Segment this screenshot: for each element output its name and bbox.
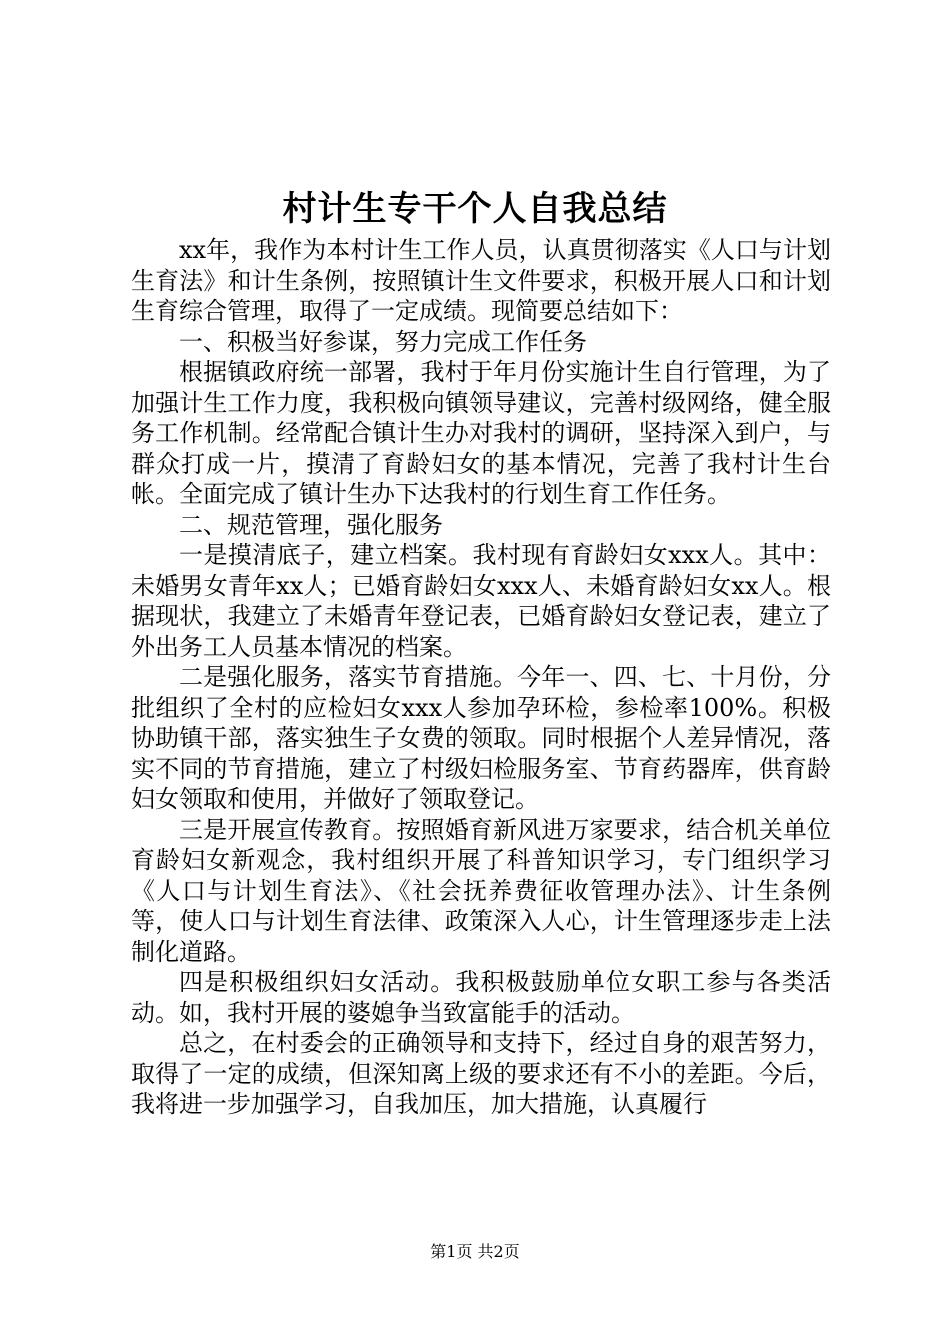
paragraph-point-4: 四是积极组织妇女活动。我积极鼓励单位女职工参与各类活动。如，我村开展的婆媳争当致富能手的活动。 <box>131 968 831 1027</box>
page-number-footer: 第1页 共2页 <box>430 1242 520 1261</box>
document-title: 村计生专干个人自我总结 <box>282 189 668 229</box>
paragraph-conclusion: 总之，在村委会的正确领导和支持下，经过自身的艰苦努力，取得了一定的成绩，但深知离上级的要求还有不小的差距。今后，我将进一步加强学习，自我加压，加大措施，认真履行 <box>131 1029 831 1118</box>
paragraph-section-1: 根据镇政府统一部署，我村于年月份实施计生自行管理，为了加强计生工作力度，我积极向镇领导建议，完善村级网络，健全服务工作机制。经常配合镇计生办对我村的调研，坚持深入到户，与群众打成一片，摸清了育龄妇女的基本情况，完善了我村计生台帐。全面完成了镇计生办下达我村的行划生育工作任务。 <box>131 358 831 508</box>
section-heading-1: 一、积极当好参谋，努力完成工作任务 <box>179 327 587 356</box>
paragraph-point-2: 二是强化服务，落实节育措施。今年一、四、七、十月份，分批组织了全村的应检妇女xxx人参加孕环检，参检率100%。积极协助镇干部，落实独生子女费的领取。同时根据个人差异情况，落实不同的节育措施，建立了村级妇检服务室、节育药器库，供育龄妇女领取和使用，并做好了领取登记。 <box>131 663 831 813</box>
document-body <box>131 235 831 1120</box>
paragraph-point-3: 三是开展宣传教育。按照婚育新风进万家要求，结合机关单位育龄妇女新观念，我村组织开展了科普知识学习，专门组织学习《人口与计划生育法》、《社会抚养费征收管理办法》、计生条例等，使人口与计划生育法律、政策深入人心，计生管理逐步走上法制化道路。 <box>131 815 831 966</box>
section-heading-2: 二、规范管理，强化服务 <box>179 510 443 539</box>
paragraph-point-1: 一是摸清底子，建立档案。我村现有育龄妇女xxx人。其中：未婚男女青年xx人；已婚育龄妇女xxx人、未婚育龄妇女xx人。根据现状，我建立了未婚青年登记表，已婚育龄妇女登记表，建立了外出务工人员基本情况的档案。 <box>131 541 831 661</box>
paragraph-intro: xx年，我作为本村计生工作人员，认真贯彻落实《人口与计划生育法》和计生条例，按照镇计生文件要求，积极开展人口和计划生育综合管理，取得了一定成绩。现简要总结如下： <box>131 236 831 325</box>
